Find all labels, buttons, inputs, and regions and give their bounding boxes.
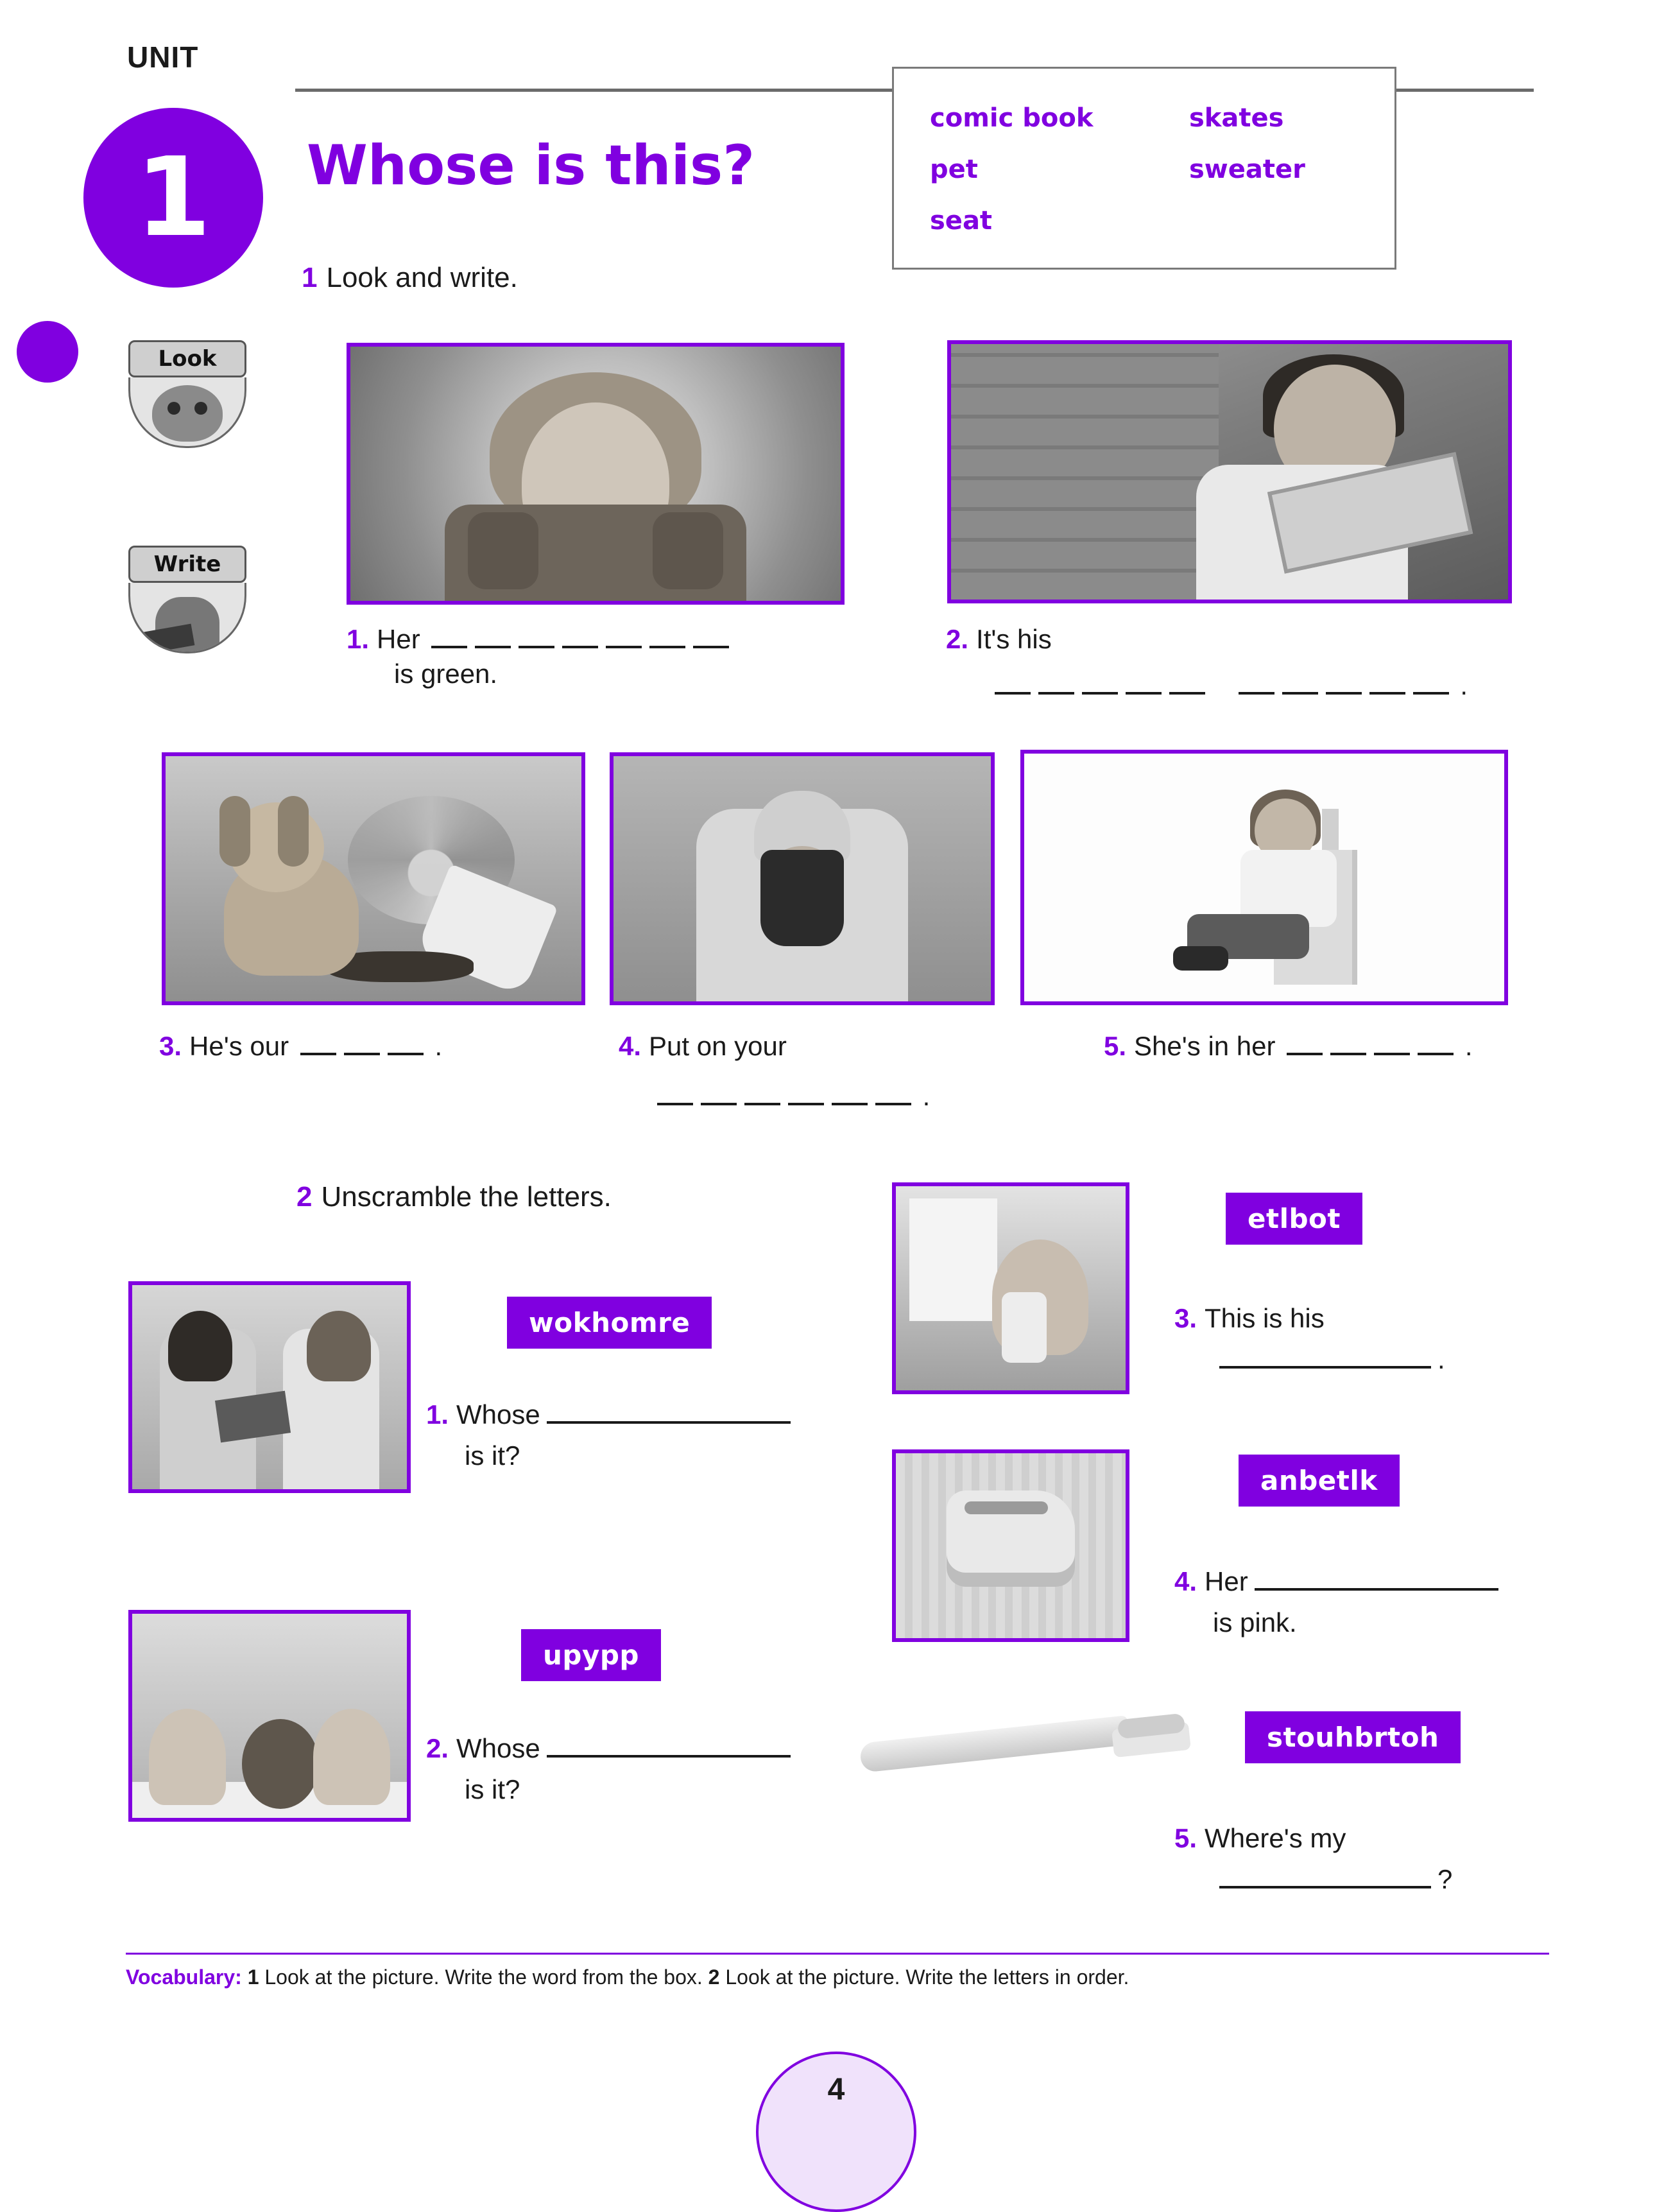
item-text: Put on your xyxy=(649,1031,787,1061)
item-number: 2. xyxy=(426,1733,449,1763)
answer-blanks[interactable] xyxy=(653,1081,1068,1112)
word-box-item: comic book xyxy=(930,103,1094,133)
answer-line-row xyxy=(1213,1344,1445,1375)
page-title: Whose is this? xyxy=(307,134,755,198)
item-text: Whose xyxy=(456,1733,540,1763)
exercise-1-item-1 xyxy=(347,624,834,689)
monkey-icon xyxy=(128,377,246,448)
exercise-1-item-4 xyxy=(619,1031,1068,1112)
photo-girl-sweater xyxy=(347,343,845,605)
item-number: 1. xyxy=(426,1399,449,1430)
exercise-2-number: 2 xyxy=(296,1181,313,1213)
item-number: 1. xyxy=(347,624,370,654)
answer-line[interactable] xyxy=(1219,1347,1431,1369)
item-text-line2: is it? xyxy=(465,1774,520,1804)
look-badge xyxy=(128,340,246,448)
item-number: 2. xyxy=(946,624,969,654)
word-box-item: sweater xyxy=(1189,155,1305,184)
exercise-1-item-5 xyxy=(1104,1031,1473,1062)
footer-part2-text: Look at the picture. Write the letters in order. xyxy=(725,1966,1129,1989)
vocabulary-word-box xyxy=(892,67,1396,270)
footer-part2-number: 2 xyxy=(708,1966,720,1989)
footer-part1-text: Look at the picture. Write the word from the box. xyxy=(264,1966,703,1989)
photo-skates xyxy=(610,752,995,1005)
photo-blanket-shoe xyxy=(892,1449,1129,1642)
answer-blanks[interactable] xyxy=(1283,1031,1457,1062)
answer-line[interactable] xyxy=(1219,1867,1431,1888)
photo-toothbrush xyxy=(860,1696,1194,1805)
photo-homework xyxy=(128,1281,411,1493)
item-text: Her xyxy=(377,624,420,654)
unit-label: UNIT xyxy=(127,40,199,74)
item-text: This is his xyxy=(1205,1303,1325,1333)
write-badge-label: Write xyxy=(128,546,246,583)
monkey-writing-icon xyxy=(128,583,246,653)
item-text-line2: is pink. xyxy=(1213,1607,1297,1637)
page-number-badge xyxy=(756,2052,916,2212)
exercise-1-item-2 xyxy=(946,624,1523,701)
item-number: 3. xyxy=(159,1031,182,1061)
item-punctuation: . xyxy=(1437,1344,1445,1374)
item-number: 3. xyxy=(1174,1303,1197,1333)
exercise-2-item-5 xyxy=(1174,1823,1452,1895)
scramble-word-1: wokhomre xyxy=(507,1297,712,1349)
item-text: Where's my xyxy=(1205,1823,1346,1853)
exercise-2-item-1 xyxy=(426,1399,797,1471)
photo-baby-bottle xyxy=(892,1182,1129,1394)
item-text: She's in her xyxy=(1134,1031,1276,1061)
item-text: Her xyxy=(1205,1566,1248,1596)
exercise-2-heading xyxy=(296,1181,612,1213)
exercise-2-item-4 xyxy=(1174,1566,1505,1638)
answer-blanks[interactable] xyxy=(427,624,733,655)
unit-number-badge: 1 xyxy=(83,108,263,288)
answer-line[interactable] xyxy=(547,1736,791,1758)
footer-label: Vocabulary: xyxy=(126,1966,242,1989)
item-punctuation: ? xyxy=(1437,1864,1453,1894)
exercise-2-item-2 xyxy=(426,1733,797,1805)
photo-boy-comic-book xyxy=(947,340,1512,603)
photo-puppy-kids xyxy=(128,1610,411,1822)
scramble-word-4: anbetlk xyxy=(1239,1455,1400,1507)
page-number: 4 xyxy=(827,2073,845,2107)
scramble-word-5: stouhbrtoh xyxy=(1245,1711,1461,1763)
item-number: 5. xyxy=(1104,1031,1127,1061)
decorative-dot xyxy=(17,321,78,383)
exercise-2-instruction: Unscramble the letters. xyxy=(321,1181,612,1213)
answer-blanks[interactable] xyxy=(991,670,1523,701)
look-badge-label: Look xyxy=(128,340,246,377)
item-punctuation: . xyxy=(1460,670,1468,700)
item-number: 4. xyxy=(619,1031,642,1061)
item-punctuation: . xyxy=(1464,1031,1473,1061)
exercise-1-item-3 xyxy=(159,1031,442,1062)
item-text: Whose xyxy=(456,1399,540,1430)
scramble-word-3: etlbot xyxy=(1226,1193,1362,1245)
photo-girl-on-seat xyxy=(1020,750,1508,1005)
write-badge xyxy=(128,546,246,653)
footer-divider xyxy=(126,1953,1549,1955)
exercise-2-item-3 xyxy=(1174,1303,1445,1375)
item-text-line2: is green. xyxy=(394,659,498,689)
scramble-word-2: upypp xyxy=(521,1629,661,1681)
exercise-1-number: 1 xyxy=(302,262,318,293)
word-box-item: skates xyxy=(1189,103,1284,133)
footer-part1-number: 1 xyxy=(247,1966,259,1989)
exercise-1-heading xyxy=(302,262,518,294)
item-number: 5. xyxy=(1174,1823,1197,1853)
item-text: He's our xyxy=(189,1031,289,1061)
exercise-1-instruction: Look and write. xyxy=(326,262,518,293)
item-punctuation: . xyxy=(922,1081,931,1111)
answer-line[interactable] xyxy=(1255,1569,1498,1591)
photo-puppy-plant xyxy=(162,752,585,1005)
answer-line-row xyxy=(1213,1864,1452,1895)
answer-blanks[interactable] xyxy=(296,1031,427,1062)
answer-line[interactable] xyxy=(547,1402,791,1424)
footer-note xyxy=(126,1966,1129,1989)
item-text-line2: is it? xyxy=(465,1440,520,1471)
word-box-item: pet xyxy=(930,155,978,184)
item-text: It's his xyxy=(976,624,1052,654)
item-number: 4. xyxy=(1174,1566,1197,1596)
item-punctuation: . xyxy=(434,1031,443,1061)
word-box-item: seat xyxy=(930,206,993,236)
